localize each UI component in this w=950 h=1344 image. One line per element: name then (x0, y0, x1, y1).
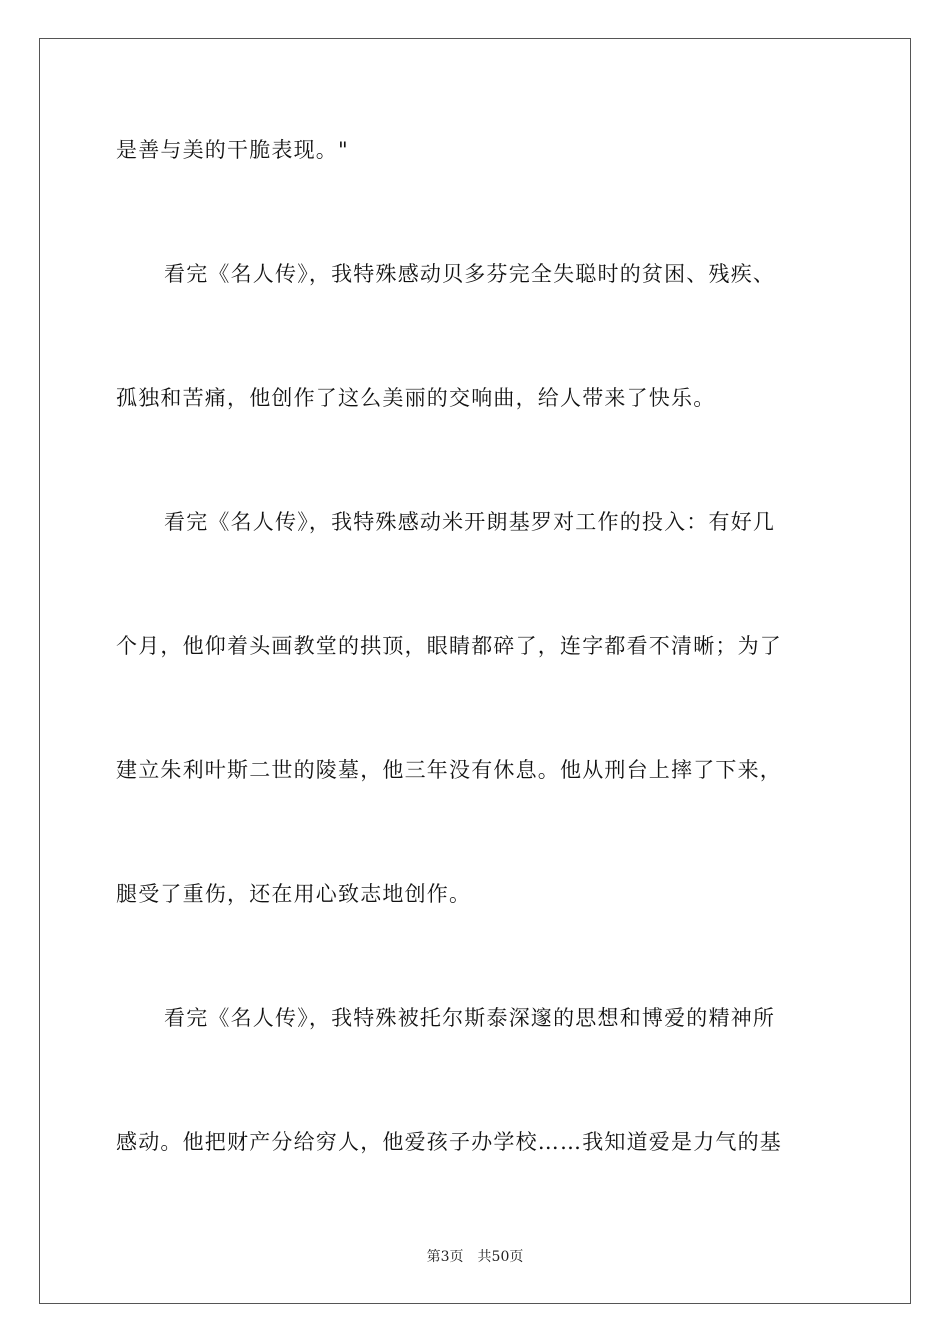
page-footer (0, 1247, 950, 1267)
text-line-8: 看完《名人传》，我特殊被托尔斯泰深邃的思想和博爱的精神所 (164, 1006, 776, 1030)
text-line-7: 腿受了重伤，还在用心致志地创作。 (116, 882, 472, 906)
page-number: 第3页 (426, 1249, 464, 1265)
text-line-2: 看完《名人传》，我特殊感动贝多芬完全失聪时的贫困、残疾、 (164, 262, 776, 286)
page-border (39, 38, 911, 1304)
text-line-1: 是善与美的干脆表现。" (116, 138, 349, 162)
text-line-6: 建立朱利叶斯二世的陵墓，他三年没有休息。他从刑台上摔了下来， (116, 758, 782, 782)
text-line-5: 个月，他仰着头画教堂的拱顶，眼睛都碎了，连字都看不清晰；为了 (116, 634, 782, 658)
text-line-4: 看完《名人传》，我特殊感动米开朗基罗对工作的投入：有好几 (164, 510, 776, 534)
text-line-3: 孤独和苦痛，他创作了这么美丽的交响曲，给人带来了快乐。 (116, 386, 716, 410)
text-line-9: 感动。他把财产分给穷人，他爱孩子办学校……我知道爱是力气的基 (116, 1130, 782, 1154)
total-pages: 共50页 (477, 1249, 524, 1265)
